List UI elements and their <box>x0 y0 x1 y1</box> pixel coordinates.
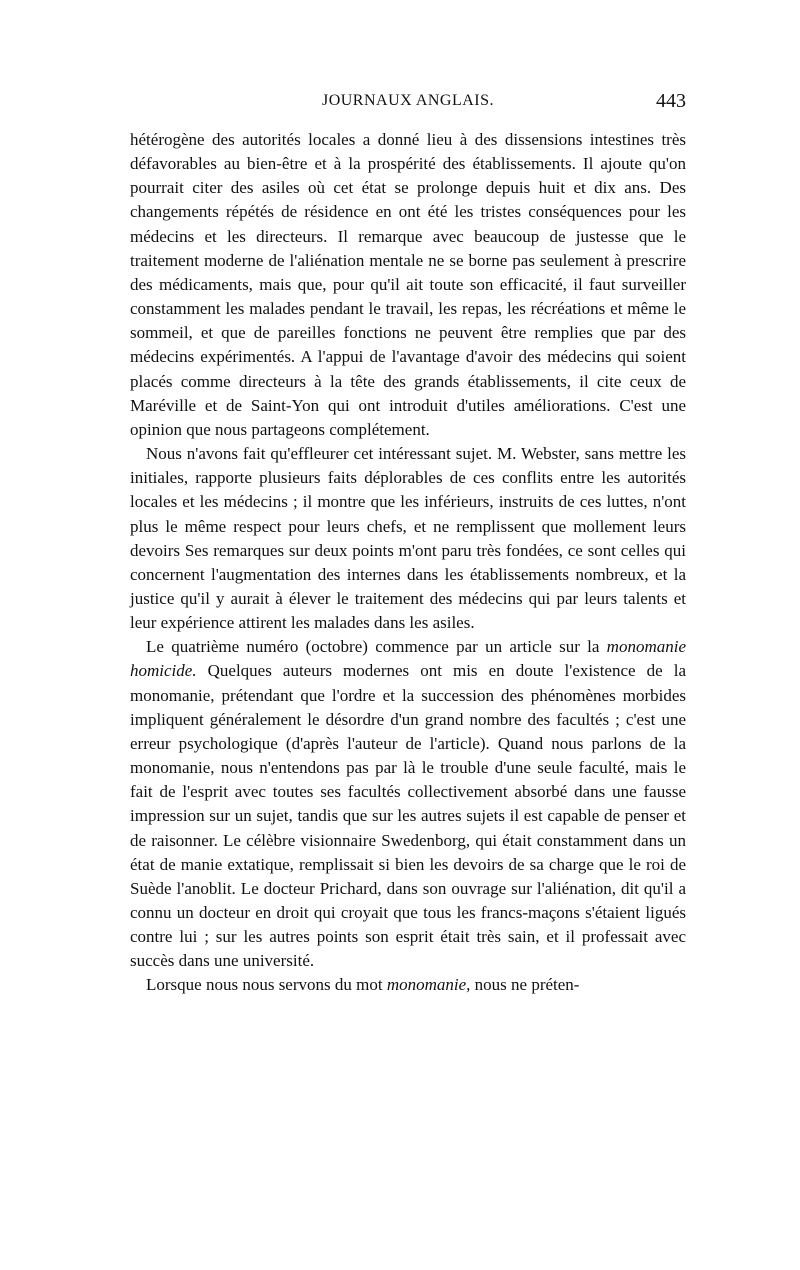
paragraph-3 <box>130 635 686 973</box>
italic-term: monomanie, <box>386 975 471 995</box>
paragraph-text: hétérogène des autorités locales a donné lieu à des dissensions intestines très défavorables au bien-être et à la prospérité des établissements. Il ajoute qu'on pourrait citer des asiles où cet état se prolonge depuis huit et dix ans. Des changements répétés de résidence en ont été les tristes conséquences pour les médecins et les directeurs. Il remarque avec beaucoup de justesse que le traitement moderne de l'aliénation mentale ne se borne pas seulement à prescrire des médicaments, mais que, pour qu'il ait toute son efficacité, il faut surveiller constamment les malades pendant le travail, les repas, les récréations et même le sommeil, et que de pareilles fonctions ne peuvent être remplies que par des médecins expérimentés. A l'appui de l'avantage d'avoir des médecins qui soient placés comme directeurs à la tête des grands établissements, il cite ceux de Maréville et de Saint-Yon qui ont introduit d'utiles améliorations. C'est une opinion que nous partageons complétement. <box>130 130 686 439</box>
paragraph-text: Quelques auteurs modernes ont mis en doute l'existence de la monomanie, prétendant que l'ordre et la succession des phénomènes morbides impliquent généralement le désordre d'un grand nombre des facultés ; c'est une erreur psychologique (d'après l'auteur de l'article). Quand nous parlons de la monomanie, nous n'entendons pas par là le trouble d'une seule faculté, mais le fait de l'esprit avec toutes ses facultés collectivement absorbé dans une fausse impression sur un sujet, tandis que sur les autres sujets il est capable de penser et de raisonner. Le célèbre visionnaire Swedenborg, qui était constamment dans un état de manie extatique, remplissait si bien les devoirs de sa charge que le roi de Suède l'anoblit. Le docteur Prichard, dans son ouvrage sur l'aliénation, dit qu'il a connu un docteur en droit qui croyait que tous les francs-maçons s'étaient ligués contre lui ; sur les autres points son esprit était très sain, et il professait avec succès dans une université. <box>130 661 686 971</box>
page-number: 443 <box>656 90 686 112</box>
paragraph-text: Nous n'avons fait qu'effleurer cet intéressant sujet. M. Webster, sans mettre les initiales, rapporte plusieurs faits déplorables de ces conflits entre les autorités locales et les médecins ; il montre que les inférieurs, instruits de ces luttes, n'ont plus le même respect pour leurs chefs, et ne remplissent que mollement leurs devoirs Ses remarques sur deux points m'ont paru très fondées, ce sont celles qui concernent l'augmentation des internes dans les établissements nombreux, et la justice qu'il y aurait à élever le traitement des médecins qui par leurs talents et leur expérience attirent les malades dans les asiles. <box>130 444 686 633</box>
paragraph-4 <box>130 973 686 997</box>
body-text <box>130 128 686 998</box>
paragraph-2 <box>130 442 686 635</box>
paragraph-text: Le quatrième numéro (octobre) commence par un article sur la <box>146 637 607 657</box>
running-title: JOURNAUX ANGLAIS. <box>321 92 495 109</box>
paragraph-text: Lorsque nous nous servons du mot <box>146 975 387 995</box>
paragraph-text: nous ne préten- <box>470 975 580 995</box>
italic-term: monomanie homicide. <box>130 637 686 681</box>
page-header <box>130 92 686 118</box>
paragraph-1 <box>130 128 686 442</box>
